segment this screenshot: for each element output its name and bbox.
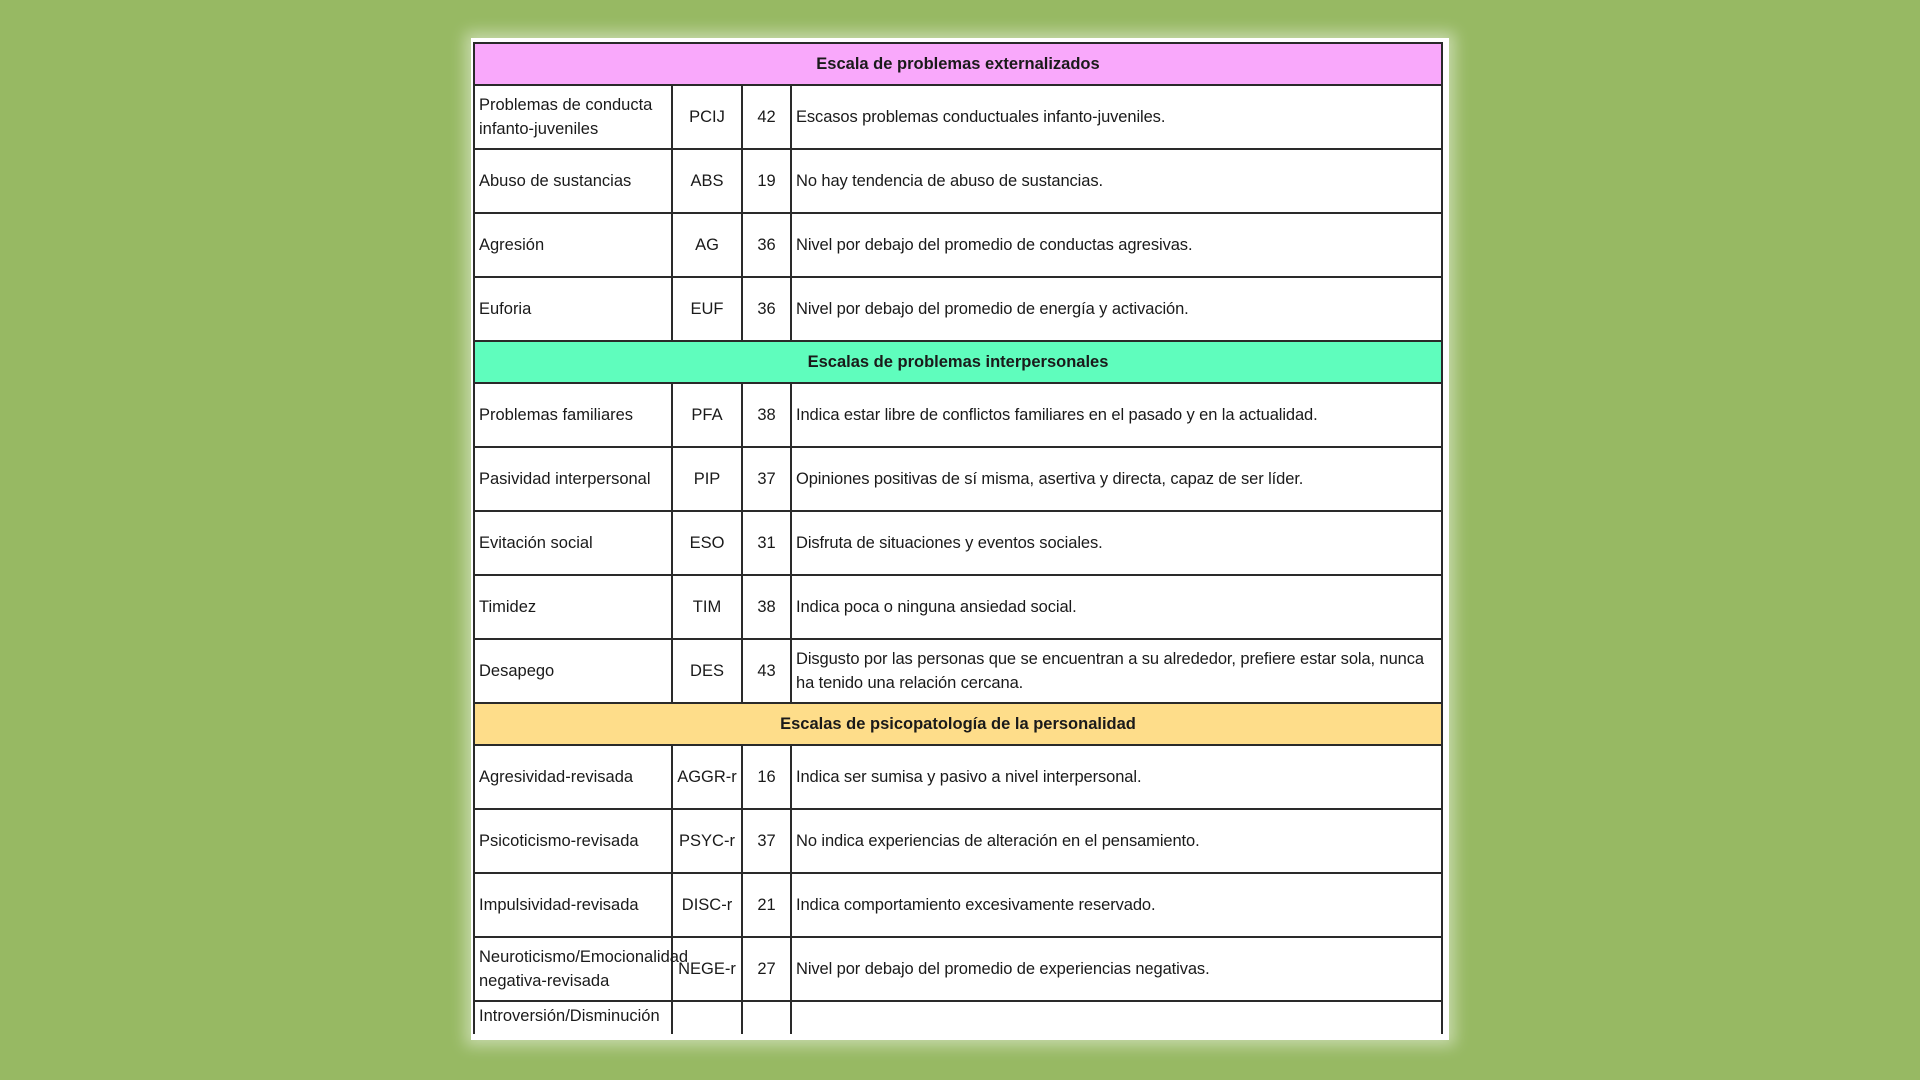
scale-name: Pasividad interpersonal	[474, 447, 672, 511]
table-row	[474, 447, 1442, 511]
scale-description: Indica comportamiento excesivamente reservado.	[791, 873, 1442, 937]
scale-name: Agresión	[474, 213, 672, 277]
table-row-cut-off	[474, 1001, 1442, 1034]
scale-name: Introversión/Disminución	[474, 1001, 672, 1034]
scale-score: 38	[742, 383, 791, 447]
scale-code: DES	[672, 639, 742, 703]
scale-name: Agresividad-revisada	[474, 745, 672, 809]
scale-name: Neuroticismo/Emocionalidad negativa-revisada	[474, 937, 672, 1001]
scale-description: Disfruta de situaciones y eventos sociales.	[791, 511, 1442, 575]
scale-name: Psicoticismo-revisada	[474, 809, 672, 873]
scale-score: 36	[742, 213, 791, 277]
section-header-externalizados	[474, 43, 1442, 85]
scale-code: ESO	[672, 511, 742, 575]
scale-description: Indica ser sumisa y pasivo a nivel interpersonal.	[791, 745, 1442, 809]
scale-description: Disgusto por las personas que se encuentran a su alrededor, prefiere estar sola, nunca ha tenido una relación cercana.	[791, 639, 1442, 703]
table-row	[474, 639, 1442, 703]
scale-description: No indica experiencias de alteración en el pensamiento.	[791, 809, 1442, 873]
scales-table	[473, 42, 1443, 1034]
scale-name: Desapego	[474, 639, 672, 703]
scale-name: Euforia	[474, 277, 672, 341]
scale-score: 21	[742, 873, 791, 937]
scale-description: Opiniones positivas de sí misma, asertiva y directa, capaz de ser líder.	[791, 447, 1442, 511]
scale-score: 27	[742, 937, 791, 1001]
document-sheet	[471, 38, 1449, 1040]
scale-description: Indica poca o ninguna ansiedad social.	[791, 575, 1442, 639]
table-row	[474, 937, 1442, 1001]
scale-score: 19	[742, 149, 791, 213]
scale-name: Timidez	[474, 575, 672, 639]
section-title: Escalas de psicopatología de la personalidad	[474, 703, 1442, 745]
table-row	[474, 383, 1442, 447]
scale-code: ABS	[672, 149, 742, 213]
table-row	[474, 873, 1442, 937]
table-row	[474, 149, 1442, 213]
scale-description: Indica estar libre de conflictos familiares en el pasado y en la actualidad.	[791, 383, 1442, 447]
scale-code: DISC-r	[672, 873, 742, 937]
scale-score: 42	[742, 85, 791, 149]
scale-score: 16	[742, 745, 791, 809]
scale-code: PFA	[672, 383, 742, 447]
scale-name: Problemas familiares	[474, 383, 672, 447]
table-row	[474, 809, 1442, 873]
section-header-personalidad	[474, 703, 1442, 745]
scale-name: Evitación social	[474, 511, 672, 575]
scale-code: EUF	[672, 277, 742, 341]
scale-score: 43	[742, 639, 791, 703]
section-header-interpersonales	[474, 341, 1442, 383]
scale-description: Nivel por debajo del promedio de conductas agresivas.	[791, 213, 1442, 277]
scale-name: Impulsividad-revisada	[474, 873, 672, 937]
scale-name: Abuso de sustancias	[474, 149, 672, 213]
scale-code: AGGR-r	[672, 745, 742, 809]
scale-score: 37	[742, 447, 791, 511]
scale-description: Escasos problemas conductuales infanto-juveniles.	[791, 85, 1442, 149]
scale-score: 31	[742, 511, 791, 575]
scale-code: NEGE-r	[672, 937, 742, 1001]
scale-code: PCIJ	[672, 85, 742, 149]
scale-description: Nivel por debajo del promedio de energía y activación.	[791, 277, 1442, 341]
table-row	[474, 511, 1442, 575]
table-row	[474, 85, 1442, 149]
scale-description: Nivel por debajo del promedio de experiencias negativas.	[791, 937, 1442, 1001]
table-row	[474, 277, 1442, 341]
scale-name: Problemas de conducta infanto-juveniles	[474, 85, 672, 149]
section-title: Escala de problemas externalizados	[474, 43, 1442, 85]
scale-code: PIP	[672, 447, 742, 511]
table-row	[474, 745, 1442, 809]
scale-score: 36	[742, 277, 791, 341]
scale-code: PSYC-r	[672, 809, 742, 873]
section-title: Escalas de problemas interpersonales	[474, 341, 1442, 383]
scale-code: AG	[672, 213, 742, 277]
scale-score: 37	[742, 809, 791, 873]
scale-description: No hay tendencia de abuso de sustancias.	[791, 149, 1442, 213]
scale-code: TIM	[672, 575, 742, 639]
table-row	[474, 213, 1442, 277]
scale-score: 38	[742, 575, 791, 639]
table-row	[474, 575, 1442, 639]
